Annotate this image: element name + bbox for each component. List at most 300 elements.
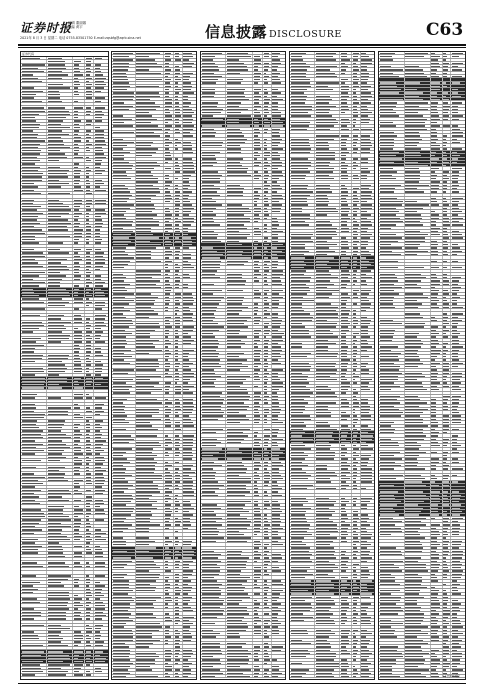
table-cell — [253, 227, 263, 229]
table-cell — [183, 62, 196, 64]
table-cell — [47, 73, 73, 75]
table-cell — [85, 558, 94, 560]
table-cell — [183, 121, 196, 123]
table-cell — [47, 495, 73, 497]
table-cell — [174, 210, 182, 212]
table-cell — [112, 378, 136, 380]
table-cell — [164, 283, 174, 285]
table-cell — [73, 528, 85, 530]
table-cell — [174, 111, 182, 113]
table-cell — [183, 507, 196, 509]
table-cell — [21, 611, 47, 613]
table-cell — [112, 576, 136, 578]
table-cell — [94, 169, 108, 171]
table-cell — [94, 219, 108, 221]
table-cell — [174, 276, 182, 278]
table-cell — [253, 111, 263, 113]
table-cell — [21, 90, 47, 92]
table-cell — [226, 240, 253, 242]
table-cell — [253, 167, 263, 169]
table-cell — [94, 284, 108, 286]
table-cell — [183, 303, 196, 305]
table-cell — [263, 111, 271, 113]
table-cell — [183, 659, 196, 661]
table-cell — [201, 125, 226, 127]
table-cell — [136, 636, 165, 638]
table-cell — [272, 154, 285, 156]
table-cell — [136, 408, 165, 410]
table-cell — [21, 383, 47, 385]
table-cell — [174, 444, 182, 446]
table-cell — [94, 522, 108, 524]
table-cell — [94, 436, 108, 438]
table-cell — [136, 190, 165, 192]
table-cell — [174, 599, 182, 601]
table-cell — [21, 472, 47, 474]
table-cell — [85, 67, 94, 69]
table-cell — [201, 273, 226, 275]
table-cell — [85, 482, 94, 484]
table-cell — [47, 492, 73, 494]
table-cell — [112, 428, 136, 430]
table-cell — [112, 533, 136, 535]
table-cell — [174, 504, 182, 506]
table-cell — [47, 674, 73, 676]
table-cell — [73, 294, 85, 296]
table-cell — [73, 317, 85, 319]
table-cell — [183, 125, 196, 127]
table-cell — [94, 258, 108, 260]
table-cell — [47, 83, 73, 85]
table-cell — [253, 296, 263, 298]
table-cell — [174, 523, 182, 525]
table-cell — [21, 327, 47, 329]
table-cell — [164, 349, 174, 351]
table-cell — [85, 449, 94, 451]
table-cell — [253, 154, 263, 156]
table-cell — [85, 136, 94, 138]
table-cell — [21, 350, 47, 352]
table-cell — [94, 660, 108, 662]
table-cell — [112, 547, 136, 549]
table-cell — [112, 665, 136, 667]
table-cell — [21, 634, 47, 636]
table-cell — [94, 57, 108, 59]
table-cell — [174, 514, 182, 516]
table-cell — [164, 270, 174, 272]
table-cell — [136, 411, 165, 413]
table-cell — [73, 568, 85, 570]
table-cell — [272, 230, 285, 232]
table-cell — [201, 187, 226, 189]
table-cell — [201, 214, 226, 216]
table-cell — [136, 243, 165, 245]
table-cell — [164, 276, 174, 278]
table-cell — [47, 641, 73, 643]
table-cell — [164, 401, 174, 403]
table-cell — [21, 565, 47, 567]
table-cell — [136, 418, 165, 420]
table-cell — [253, 230, 263, 232]
table-cell — [201, 144, 226, 146]
table-cell — [94, 337, 108, 339]
table-cell — [136, 401, 165, 403]
table-cell — [73, 420, 85, 422]
table-cell — [94, 202, 108, 204]
table-cell — [253, 270, 263, 272]
table-cell — [201, 332, 226, 334]
table-cell — [226, 270, 253, 272]
table-cell — [164, 596, 174, 598]
table-cell — [112, 497, 136, 499]
table-cell — [112, 471, 136, 473]
table-cell — [253, 299, 263, 301]
table-cell — [73, 538, 85, 540]
table-cell — [73, 130, 85, 132]
table-cell — [164, 382, 174, 384]
table-cell — [112, 68, 136, 70]
table-cell — [164, 92, 174, 94]
table-cell — [47, 502, 73, 504]
table-cell — [183, 299, 196, 301]
table-cell — [94, 215, 108, 217]
table-cell — [174, 339, 182, 341]
table-cell — [47, 644, 73, 646]
table-cell — [174, 547, 182, 549]
table-cell — [73, 459, 85, 461]
table-cell — [94, 644, 108, 646]
table-cell — [85, 571, 94, 573]
table-cell — [272, 336, 285, 338]
table-cell — [85, 205, 94, 207]
table-cell — [85, 509, 94, 511]
table-cell — [253, 312, 263, 314]
table-cell — [263, 158, 271, 160]
table-cell — [47, 225, 73, 227]
table-cell — [85, 387, 94, 389]
table-cell — [164, 148, 174, 150]
table-cell — [73, 110, 85, 112]
table-cell — [263, 72, 271, 74]
table-cell — [272, 141, 285, 143]
table-cell — [112, 599, 136, 601]
table-cell — [174, 365, 182, 367]
table-cell — [183, 639, 196, 641]
table-cell — [21, 486, 47, 488]
table-cell — [21, 453, 47, 455]
table-cell — [94, 601, 108, 603]
table-cell — [136, 385, 165, 387]
table-cell — [94, 370, 108, 372]
table-cell — [94, 565, 108, 567]
table-cell — [21, 354, 47, 356]
table-cell — [73, 492, 85, 494]
table-cell — [136, 665, 165, 667]
table-cell — [85, 466, 94, 468]
table-cell — [112, 540, 136, 542]
table-cell — [85, 538, 94, 540]
table-cell — [21, 581, 47, 583]
table-cell — [73, 209, 85, 211]
table-cell — [85, 660, 94, 662]
table-cell — [21, 647, 47, 649]
table-cell — [174, 645, 182, 647]
table-cell — [73, 93, 85, 95]
table-cell — [174, 345, 182, 347]
table-cell — [47, 637, 73, 639]
table-cell — [47, 403, 73, 405]
table-cell — [21, 337, 47, 339]
table-cell — [174, 527, 182, 529]
table-cell — [85, 291, 94, 293]
table-cell — [263, 184, 271, 186]
table-cell — [73, 545, 85, 547]
table-cell — [94, 163, 108, 165]
table-cell — [112, 92, 136, 94]
table-cell — [21, 248, 47, 250]
table-cell — [164, 190, 174, 192]
table-cell — [263, 296, 271, 298]
table-cell — [263, 319, 271, 321]
table-cell — [94, 364, 108, 366]
table-cell — [136, 326, 165, 328]
table-cell — [47, 209, 73, 211]
table-cell — [164, 299, 174, 301]
table-cell — [47, 459, 73, 461]
table-cell — [94, 654, 108, 656]
table-cell — [112, 217, 136, 219]
table-cell — [174, 461, 182, 463]
table-cell — [21, 413, 47, 415]
table-cell — [164, 576, 174, 578]
table-cell — [201, 342, 226, 344]
table-cell — [47, 314, 73, 316]
table-cell — [112, 645, 136, 647]
table-cell — [112, 223, 136, 225]
table-cell — [174, 200, 182, 202]
designer-line: 美编 黄宇 — [68, 25, 86, 29]
table-cell — [226, 118, 253, 120]
table-cell — [21, 205, 47, 207]
table-cell — [226, 151, 253, 153]
table-cell — [85, 397, 94, 399]
table-cell — [174, 68, 182, 70]
table-cell — [164, 612, 174, 614]
table-cell — [263, 207, 271, 209]
table-cell — [136, 59, 165, 61]
table-cell — [85, 522, 94, 524]
table-cell — [136, 494, 165, 496]
table-cell — [112, 82, 136, 84]
table-cell — [94, 575, 108, 577]
table-cell — [73, 575, 85, 577]
table-cell — [164, 369, 174, 371]
table-cell — [253, 279, 263, 281]
table-cell — [47, 169, 73, 171]
table-cell — [226, 230, 253, 232]
table-cell — [183, 118, 196, 120]
table-cell — [136, 217, 165, 219]
table-cell — [183, 616, 196, 618]
table-cell — [85, 228, 94, 230]
table-cell — [21, 449, 47, 451]
table-cell — [21, 568, 47, 570]
table-cell — [136, 514, 165, 516]
table-cell — [136, 312, 165, 314]
table-cell — [183, 359, 196, 361]
table-cell — [201, 154, 226, 156]
table-cell — [183, 589, 196, 591]
table-cell — [263, 131, 271, 133]
table-cell — [263, 62, 271, 64]
table-cell — [85, 614, 94, 616]
table-cell — [164, 467, 174, 469]
table-cell — [112, 514, 136, 516]
table-cell — [263, 217, 271, 219]
table-cell — [47, 271, 73, 273]
table-cell — [183, 322, 196, 324]
table-cell — [73, 301, 85, 303]
table-cell — [136, 339, 165, 341]
table-cell — [21, 410, 47, 412]
table-cell — [183, 500, 196, 502]
table-cell — [164, 392, 174, 394]
table-cell — [272, 161, 285, 163]
table-cell — [47, 344, 73, 346]
table-cell — [164, 322, 174, 324]
table-cell — [183, 293, 196, 295]
table-cell — [174, 576, 182, 578]
table-cell — [253, 95, 263, 97]
table-cell — [112, 329, 136, 331]
table-cell — [85, 166, 94, 168]
table-cell — [73, 433, 85, 435]
table-cell — [85, 423, 94, 425]
table-cell — [226, 319, 253, 321]
table-cell — [73, 604, 85, 606]
table-cell — [201, 184, 226, 186]
table-cell — [226, 207, 253, 209]
table-cell — [136, 158, 165, 160]
table-cell — [47, 515, 73, 517]
table-cell — [47, 189, 73, 191]
table-cell — [164, 263, 174, 265]
table-cell — [164, 115, 174, 117]
table-cell — [85, 275, 94, 277]
table-cell — [47, 70, 73, 72]
table-cell — [272, 62, 285, 64]
table-cell — [21, 268, 47, 270]
table-cell — [73, 439, 85, 441]
table-cell — [226, 125, 253, 127]
table-cell — [226, 312, 253, 314]
table-cell — [47, 410, 73, 412]
table-cell — [136, 375, 165, 377]
table-cell — [183, 372, 196, 374]
table-cell — [201, 151, 226, 153]
table-cell — [164, 250, 174, 252]
table-cell — [253, 306, 263, 308]
table-cell — [94, 413, 108, 415]
table-cell — [272, 253, 285, 255]
table-cell — [47, 60, 73, 62]
table-cell — [183, 336, 196, 338]
table-cell — [226, 174, 253, 176]
table-cell — [263, 98, 271, 100]
table-cell — [94, 153, 108, 155]
table-cell — [21, 271, 47, 273]
table-cell — [253, 161, 263, 163]
table-cell — [73, 153, 85, 155]
table-cell — [85, 314, 94, 316]
table-cell — [174, 151, 182, 153]
table-cell — [253, 92, 263, 94]
table-cell — [73, 219, 85, 221]
table-cell — [85, 594, 94, 596]
table-cell — [253, 342, 263, 344]
table-cell — [85, 664, 94, 666]
table-cell — [164, 187, 174, 189]
table-cell — [21, 344, 47, 346]
table-cell — [263, 339, 271, 341]
table-cell — [21, 631, 47, 633]
table-cell — [94, 383, 108, 385]
table-cell — [226, 309, 253, 311]
table-cell — [263, 151, 271, 153]
table-cell — [253, 101, 263, 103]
table-cell — [21, 459, 47, 461]
table-cell — [73, 430, 85, 432]
table-cell — [174, 537, 182, 539]
table-cell — [85, 367, 94, 369]
table-cell — [183, 642, 196, 644]
table-cell — [174, 82, 182, 84]
table-cell — [164, 553, 174, 555]
table-cell — [112, 616, 136, 618]
table-cell — [85, 528, 94, 530]
table-cell — [94, 70, 108, 72]
table-cell — [201, 111, 226, 113]
table-cell — [112, 448, 136, 450]
table-cell — [136, 296, 165, 298]
table-cell — [183, 593, 196, 595]
table-cell — [201, 210, 226, 212]
table-cell — [164, 75, 174, 77]
table-cell — [85, 139, 94, 141]
table-cell — [73, 90, 85, 92]
table-cell — [226, 177, 253, 179]
table-cell — [85, 225, 94, 227]
table-cell — [263, 200, 271, 202]
table-cell — [183, 645, 196, 647]
table-cell — [183, 444, 196, 446]
table-cell — [47, 591, 73, 593]
table-cell — [174, 642, 182, 644]
table-cell — [164, 214, 174, 216]
table-cell — [21, 545, 47, 547]
table-cell — [21, 585, 47, 587]
table-cell — [136, 500, 165, 502]
table-cell — [73, 357, 85, 359]
table-cell — [136, 593, 165, 595]
table-cell — [263, 78, 271, 80]
table-cell — [226, 332, 253, 334]
table-cell — [201, 200, 226, 202]
table-cell — [47, 519, 73, 521]
table-cell — [183, 629, 196, 631]
table-cell — [164, 108, 174, 110]
table-cell — [136, 378, 165, 380]
